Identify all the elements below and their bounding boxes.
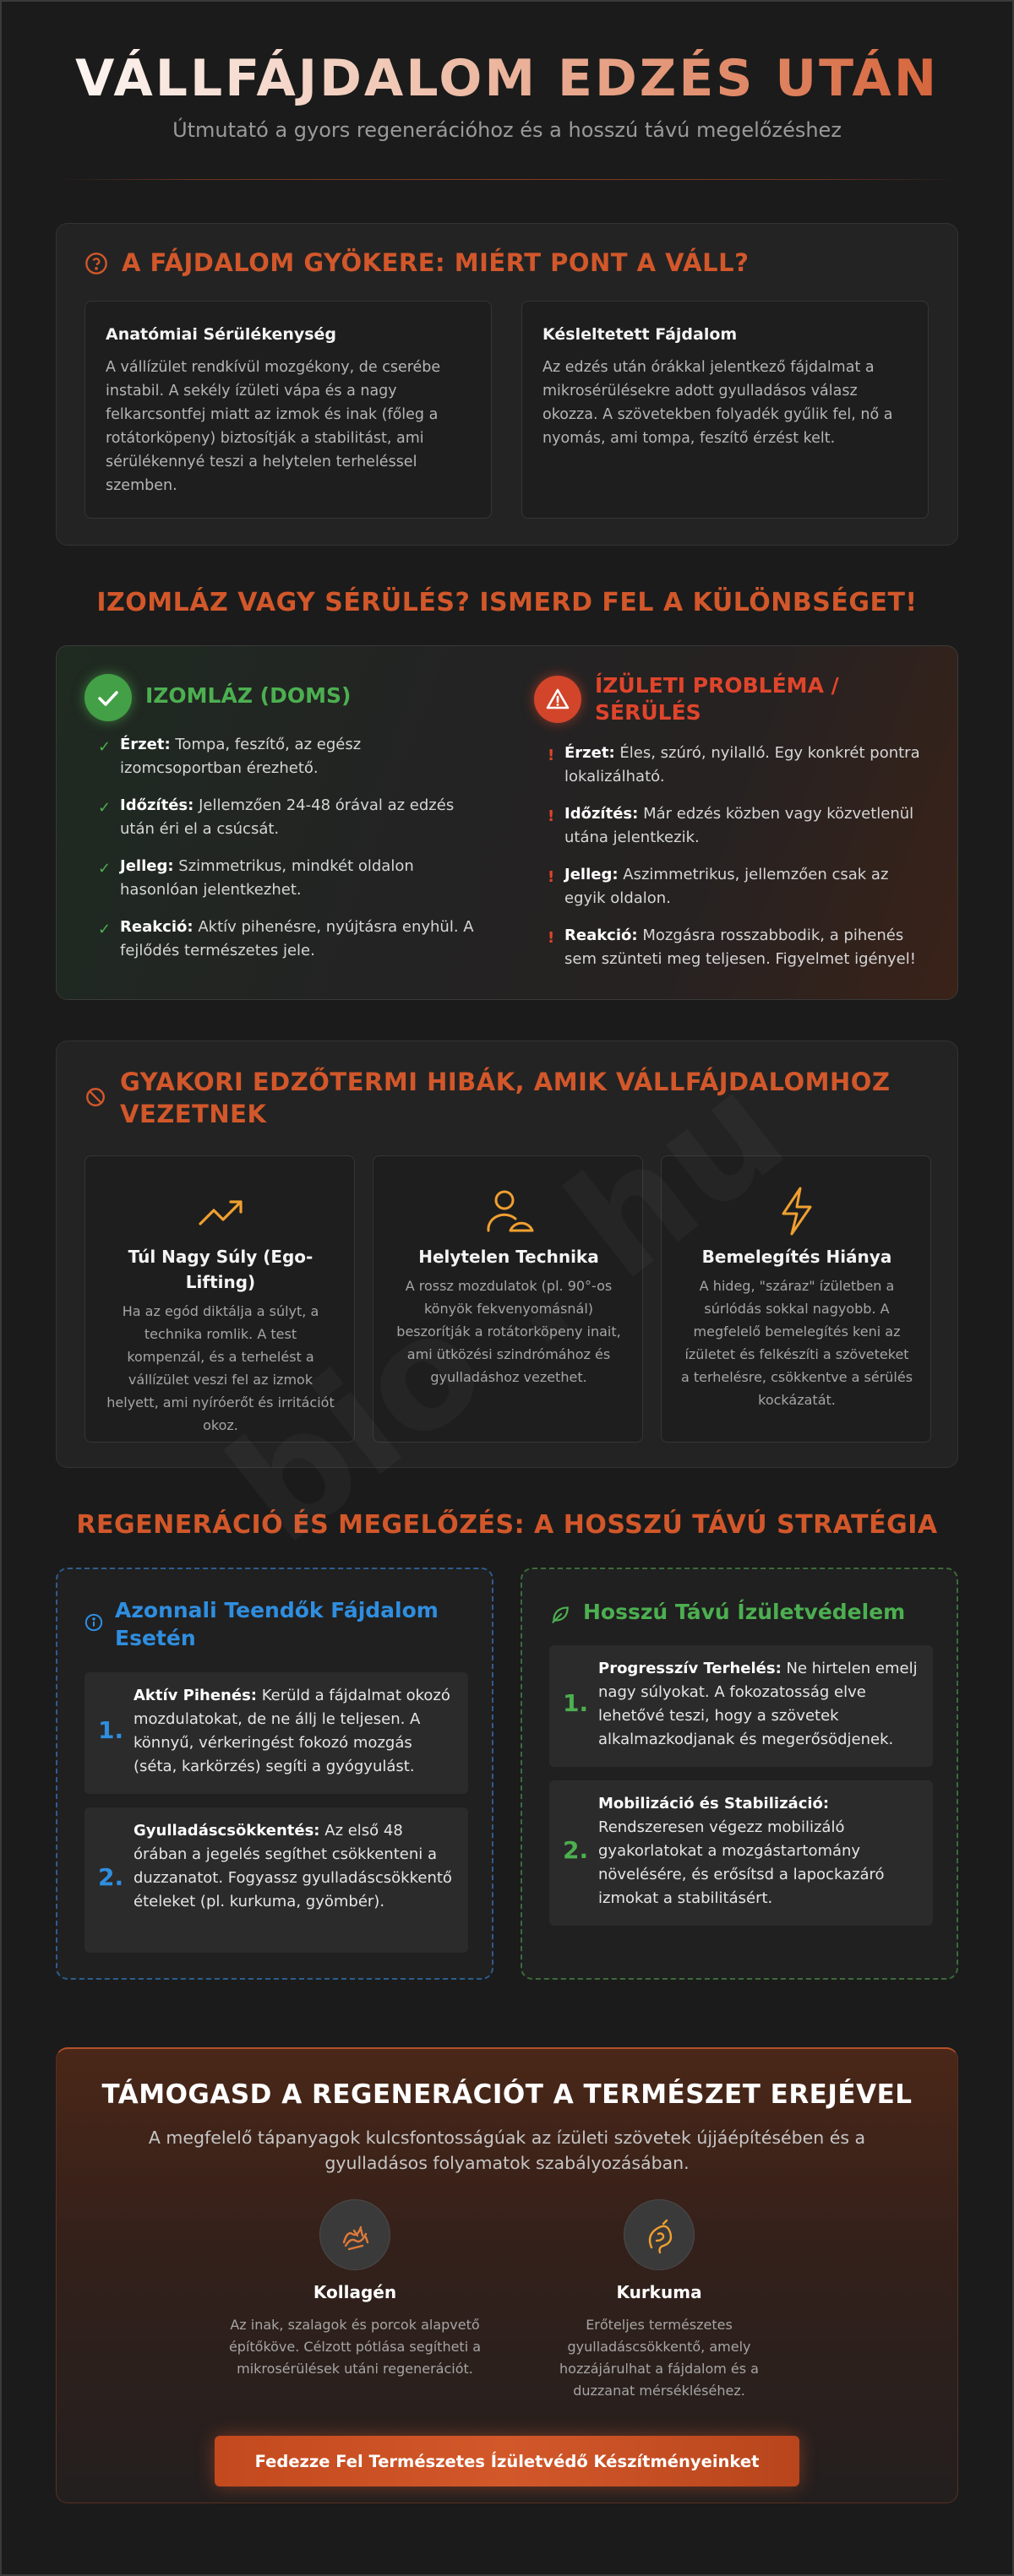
injury-title: ÍZÜLETI PROBLÉMA / SÉRÜLÉS xyxy=(595,673,839,725)
doms-item-2: Időzítés: Jellemzően 24-48 órával az edzés után éri el a csúcsát. xyxy=(120,796,455,838)
mistake-card-warmup xyxy=(661,1155,931,1443)
collagen-fiber-icon xyxy=(319,2199,390,2270)
info-circle-icon xyxy=(84,1613,103,1632)
help-circle-icon xyxy=(84,252,108,275)
immediate-actions-title: Azonnali Teendők Fájdalom Esetén xyxy=(115,1598,439,1650)
injury-item-1: Érzet: Éles, szúró, nyilalló. Egy konkrét pontra lokalizálható. xyxy=(564,744,920,785)
longterm-item-1-num: 1. xyxy=(563,1689,589,1717)
mistake-card-technique xyxy=(373,1155,643,1443)
injury-mark-1: ! xyxy=(548,747,555,764)
mistake-card-ego-lifting-text: Ha az egód diktálja a súlyt, a technika romlik. A test kompenzál, és a terhelést a vállízület veszi fel az izmok helyett, ami nyíróerőt és irritációt okoz. xyxy=(106,1303,335,1433)
mistake-card-warmup-text: A hideg, "száraz" ízületben a súrlódás sokkal nagyobb. A megfelelő bemelegítés keni az ízületet és felkészíti a szöveteket a terhelésre, csökkentve a sérülés kockázatát. xyxy=(680,1278,913,1408)
immediate-item-1-text: Kerüld a fájdalmat okozó mozdulatokat, de ne állj le teljesen. A könnyű, vérkeringést fokozó mozgás (séta, karkörzés) segíti a gyógyulást. xyxy=(134,1687,450,1775)
immediate-item-2-num: 2. xyxy=(98,1863,124,1891)
longterm-protection-title: Hosszú Távú Ízületvédelem xyxy=(583,1600,906,1624)
injury-item-2: Időzítés: Már edzés közben vagy közvetlenül utána jelentkezik. xyxy=(564,805,914,846)
mistake-card-technique-text: A rossz mozdulatok (pl. 90°-os könyök fekvenyomásnál) beszorítják a rotátorköpeny inait, ami ütközési szindrómához és gyulladáshoz vezethet. xyxy=(396,1278,621,1385)
ban-icon xyxy=(84,1086,106,1108)
delayed-pain-card xyxy=(521,301,929,519)
doms-check-3: ✓ xyxy=(98,860,112,878)
longterm-item-1 xyxy=(549,1645,933,1767)
title-accent: EDZÉS UTÁN xyxy=(558,49,940,108)
turmeric-root-icon xyxy=(624,2199,695,2270)
leaf-icon xyxy=(549,1603,571,1625)
mistakes-heading: GYAKORI EDZŐTERMI HIBÁK, AMIK VÁLLFÁJDALOMHOZ VEZETNEK xyxy=(120,1068,891,1128)
injury-mark-2: ! xyxy=(548,807,555,825)
longterm-protection-box xyxy=(521,1568,958,1980)
immediate-item-1 xyxy=(84,1672,468,1794)
collagen-text: Az inak, szalagok és porcok alapvető építőköve. Célzott pótlása segítheti a mikrosérülések utáni regenerációt. xyxy=(228,2317,482,2377)
doms-check-2: ✓ xyxy=(98,799,112,817)
page-subtitle: Útmutató a gyors regenerációhoz és a hosszú távú megelőzéshez xyxy=(172,118,842,142)
immediate-item-2 xyxy=(84,1807,468,1953)
header-divider xyxy=(56,179,958,180)
anatomy-card-text: A vállízület rendkívül mozgékony, de cserébe instabil. A sekély ízületi vápa és a nagy felkarcsontfej miatt az izmok és inak (főleg a rotátorköpeny) biztosítják a stabilitást, ami sérülékennyé teszi a helytelen terheléssel szemben. xyxy=(106,359,441,494)
collagen-title: Kollagén xyxy=(313,2282,397,2302)
support-heading: TÁMOGASD A REGENERÁCIÓT A TERMÉSZET EREJÉVEL xyxy=(101,2079,913,2110)
mistake-card-technique-title: Helytelen Technika xyxy=(418,1247,599,1267)
support-panel xyxy=(56,2047,958,2503)
doms-title: IZOMLÁZ (DOMS) xyxy=(145,683,352,708)
lightning-icon xyxy=(662,1177,932,1244)
doms-item-3: Jelleg: Szimmetrikus, mindkét oldalon hasonlóan jelentkezhet. xyxy=(120,857,414,899)
doms-item-4: Reakció: Aktív pihenésre, nyújtásra enyhül. A fejlődés természetes jele. xyxy=(120,918,474,959)
doms-check-1: ✓ xyxy=(98,738,112,756)
support-text: A megfelelő tápanyagok kulcsfontosságúak az ízületi szövetek újjáépítésében és a gyulladásos folyamatok szabályozásában. xyxy=(148,2128,866,2173)
regen-heading: REGENERÁCIÓ ÉS MEGELŐZÉS: A HOSSZÚ TÁVÚ STRATÉGIA xyxy=(76,1510,938,1540)
mistake-card-warmup-title: Bemelegítés Hiánya xyxy=(701,1247,892,1267)
injury-item-3: Jelleg: Aszimmetrikus, jellemzően csak az egyik oldalon. xyxy=(564,866,889,907)
doms-item-1: Érzet: Tompa, feszítő, az egész izomcsoportban érezhető. xyxy=(120,736,362,777)
injury-mark-4: ! xyxy=(548,929,555,947)
anatomy-card xyxy=(84,301,492,519)
longterm-item-2-text: Rendszeresen végezz mobilizáló gyakorlatokat a mozgástartomány növelésére, és erősítsd a lapockazáró izmokat a stabilitásért. xyxy=(598,1818,885,1907)
mistake-card-ego-lifting-title: Túl Nagy Súly (Ego-Lifting) xyxy=(128,1247,313,1292)
turmeric-title: Kurkuma xyxy=(616,2282,702,2302)
immediate-actions-box xyxy=(56,1568,493,1980)
immediate-item-1-label: Aktív Pihenés: xyxy=(134,1687,257,1704)
user-cog-icon xyxy=(373,1177,644,1244)
comparison-heading: IZOMLÁZ VAGY SÉRÜLÉS? ISMERD FEL A KÜLÖNBSÉGET! xyxy=(96,588,918,617)
check-circle-icon xyxy=(84,674,132,721)
discover-products-button[interactable]: Fedezze Fel Természetes Ízületvédő Készítményeinket xyxy=(215,2436,799,2486)
longterm-item-1-text: Ne hirtelen emelj nagy súlyokat. A fokozatosság elve lehetővé teszi, hogy a szövetek alkalmazkodjanak és megerősödjenek. xyxy=(598,1660,918,1748)
injury-item-4: Reakció: Mozgásra rosszabbodik, a pihenés sem szünteti meg teljesen. Figyelmet igényel! xyxy=(564,927,916,968)
immediate-item-2-text: Az első 48 órában a jegelés segíthet csökkenteni a duzzanatot. Fogyassz gyulladáscsökkentő ételeket (pl. kurkuma, gyömbér). xyxy=(134,1822,452,1910)
delayed-pain-card-text: Az edzés után órákkal jelentkező fájdalmat a mikrosérülésekre adott gyulladásos válasz okozza. A szövetekben folyadék gyűlik fel, nő a nyomás, ami tompa, feszítő érzést kelt. xyxy=(542,359,893,447)
longterm-item-1-label: Progresszív Terhelés: xyxy=(598,1660,782,1677)
mistake-card-ego-lifting xyxy=(84,1155,355,1443)
anatomy-card-title: Anatómiai Sérülékenység xyxy=(106,325,337,344)
longterm-item-2-num: 2. xyxy=(563,1836,589,1864)
longterm-item-2 xyxy=(549,1780,933,1926)
immediate-item-1-num: 1. xyxy=(98,1716,124,1744)
root-cause-heading: A FÁJDALOM GYÖKERE: MIÉRT PONT A VÁLL? xyxy=(122,248,750,277)
doms-check-4: ✓ xyxy=(98,921,112,938)
immediate-item-2-label: Gyulladáscsökkentés: xyxy=(134,1822,320,1840)
page-title xyxy=(0,49,1014,108)
injury-mark-3: ! xyxy=(548,868,555,886)
turmeric-text: Erőteljes természetes gyulladáscsökkentő, amely hozzájárulhat a fájdalom és a duzzanat mérsékléséhez. xyxy=(559,2317,759,2399)
longterm-item-2-label: Mobilizáció és Stabilizáció: xyxy=(598,1795,830,1812)
trending-up-icon xyxy=(85,1177,356,1244)
delayed-pain-card-title: Késleltetett Fájdalom xyxy=(542,325,738,344)
title-plain: VÁLLFÁJDALOM xyxy=(74,49,538,108)
warning-triangle-icon xyxy=(534,676,581,723)
